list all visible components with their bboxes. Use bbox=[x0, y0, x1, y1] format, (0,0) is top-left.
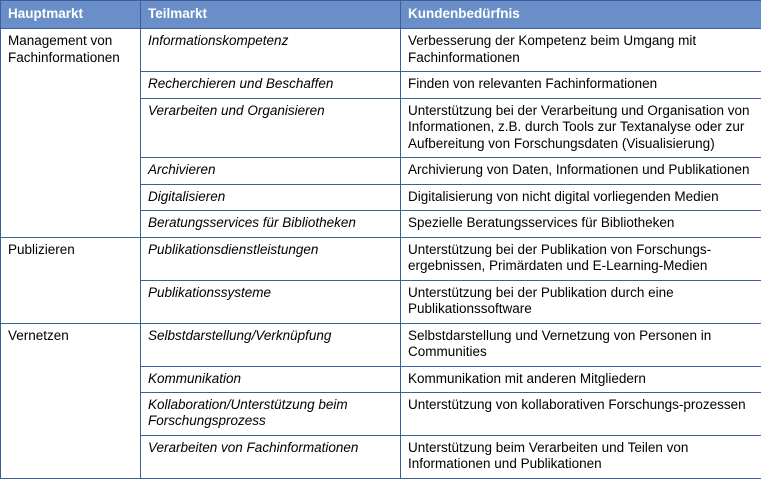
table-body bbox=[1, 29, 761, 478]
cell-teilmarkt: Selbstdarstellung/Verknüpfung bbox=[141, 323, 401, 366]
cell-kundenbeduerfnis: Unterstützung von kollaborativen Forschungs-prozessen bbox=[401, 392, 761, 435]
table-header-row bbox=[1, 1, 761, 29]
cell-kundenbeduerfnis: Selbstdarstellung und Vernetzung von Personen in Communities bbox=[401, 323, 761, 366]
cell-teilmarkt: Verarbeiten und Organisieren bbox=[141, 98, 401, 157]
cell-teilmarkt: Archivieren bbox=[141, 158, 401, 184]
cell-kundenbeduerfnis: Verbesserung der Kompetenz beim Umgang mit Fachinformationen bbox=[401, 29, 761, 72]
cell-kundenbeduerfnis: Spezielle Beratungsservices für Bibliotheken bbox=[401, 211, 761, 237]
table-header bbox=[1, 1, 761, 29]
table-row bbox=[1, 29, 761, 72]
cell-kundenbeduerfnis: Unterstützung bei der Verarbeitung und Organisation von Informationen, z.B. durch Tools zur Textanalyse oder zur Aufbereitung von Forschungsdaten (Visualisierung) bbox=[401, 98, 761, 157]
cell-teilmarkt: Verarbeiten von Fachinformationen bbox=[141, 435, 401, 478]
column-header-hauptmarkt: Hauptmarkt bbox=[1, 1, 141, 29]
cell-kundenbeduerfnis: Digitalisierung von nicht digital vorliegenden Medien bbox=[401, 184, 761, 210]
column-header-teilmarkt: Teilmarkt bbox=[141, 1, 401, 29]
cell-kundenbeduerfnis: Unterstützung beim Verarbeiten und Teilen von Informationen und Publikationen bbox=[401, 435, 761, 478]
cell-kundenbeduerfnis: Archivierung von Daten, Informationen und Publikationen bbox=[401, 158, 761, 184]
cell-hauptmarkt: Publizieren bbox=[1, 237, 141, 323]
cell-kundenbeduerfnis: Kommunikation mit anderen Mitgliedern bbox=[401, 366, 761, 392]
cell-kundenbeduerfnis: Unterstützung bei der Publikation durch eine Publikationssoftware bbox=[401, 280, 761, 323]
cell-teilmarkt: Kollaboration/Unterstützung beim Forschungsprozess bbox=[141, 392, 401, 435]
cell-kundenbeduerfnis: Unterstützung bei der Publikation von Forschungs-ergebnissen, Primärdaten und E-Learning-Medien bbox=[401, 237, 761, 280]
cell-teilmarkt: Publikationsdienstleistungen bbox=[141, 237, 401, 280]
cell-teilmarkt: Kommunikation bbox=[141, 366, 401, 392]
table-row bbox=[1, 237, 761, 280]
cell-teilmarkt: Publikationssysteme bbox=[141, 280, 401, 323]
cell-hauptmarkt: Management von Fachinformationen bbox=[1, 29, 141, 237]
column-header-kundenbeduerfnis: Kundenbedürfnis bbox=[401, 1, 761, 29]
table-row bbox=[1, 323, 761, 366]
cell-teilmarkt: Digitalisieren bbox=[141, 184, 401, 210]
cell-teilmarkt: Informationskompetenz bbox=[141, 29, 401, 72]
cell-teilmarkt: Recherchieren und Beschaffen bbox=[141, 72, 401, 98]
cell-teilmarkt: Beratungsservices für Bibliotheken bbox=[141, 211, 401, 237]
cell-hauptmarkt: Vernetzen bbox=[1, 323, 141, 478]
cell-kundenbeduerfnis: Finden von relevanten Fachinformationen bbox=[401, 72, 761, 98]
